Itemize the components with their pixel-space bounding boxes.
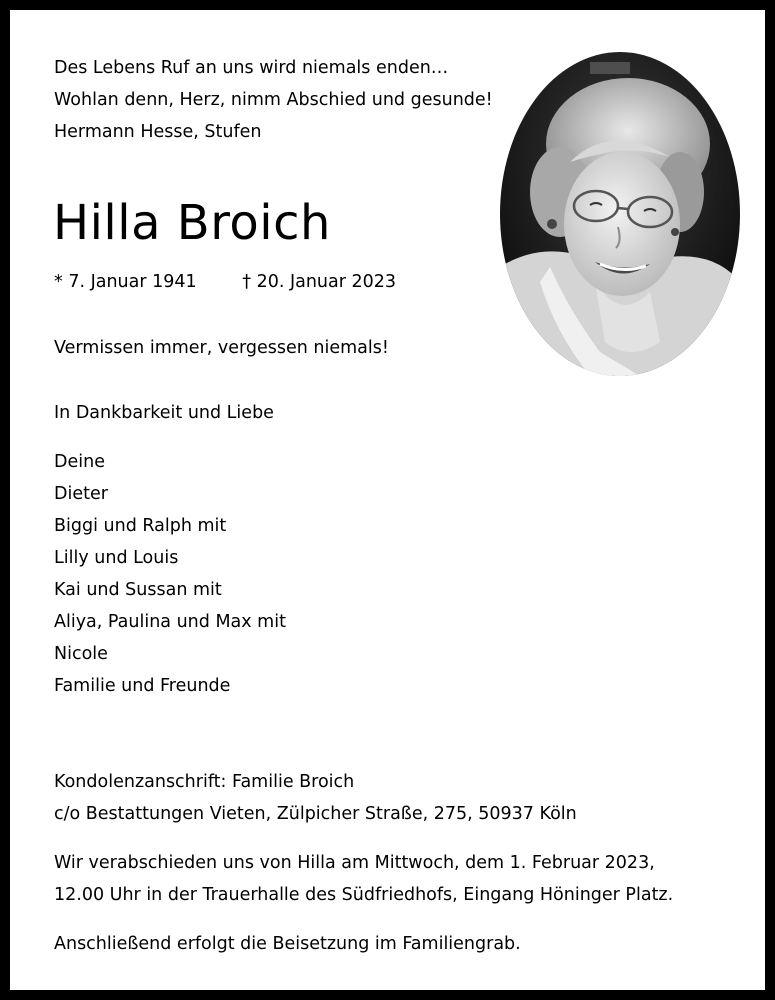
life-dates bbox=[54, 266, 396, 298]
mourner-item: Familie und Freunde bbox=[54, 676, 231, 696]
mourner-item: Aliya, Paulina und Max mit bbox=[54, 612, 286, 632]
condolence-address-line-2: c/o Bestattungen Vieten, Zülpicher Straße, 275, 50937 Köln bbox=[54, 804, 577, 824]
mourner-item: Kai und Sussan mit bbox=[54, 580, 222, 600]
ceremony-line-2: 12.00 Uhr in der Trauerhalle des Südfriedhofs, Eingang Höninger Platz. bbox=[54, 885, 674, 905]
mourner-item: Nicole bbox=[54, 644, 108, 664]
deceased-name: Hilla Broich bbox=[53, 195, 331, 251]
quote-line-2: Wohlan denn, Herz, nimm Abschied und gesunde! bbox=[54, 90, 493, 110]
quote-attribution: Hermann Hesse, Stufen bbox=[54, 122, 262, 142]
gratitude-text: In Dankbarkeit und Liebe bbox=[54, 403, 274, 423]
mourner-item: Biggi und Ralph mit bbox=[54, 516, 227, 536]
sentiment-text: Vermissen immer, vergessen niemals! bbox=[54, 338, 389, 358]
mourner-item: Lilly und Louis bbox=[54, 548, 179, 568]
ceremony-line-1: Wir verabschieden uns von Hilla am Mittwoch, dem 1. Februar 2023, bbox=[54, 853, 655, 873]
mourner-item: Deine bbox=[54, 452, 105, 472]
burial-text: Anschließend erfolgt die Beisetzung im Familiengrab. bbox=[54, 934, 521, 954]
birth-date: * 7. Januar 1941 bbox=[54, 272, 197, 292]
condolence-address-line-1: Kondolenzanschrift: Familie Broich bbox=[54, 772, 355, 792]
portrait-photo bbox=[500, 52, 740, 376]
mourner-item: Dieter bbox=[54, 484, 108, 504]
quote-line-1: Des Lebens Ruf an uns wird niemals enden… bbox=[54, 58, 449, 78]
death-date: † 20. Januar 2023 bbox=[242, 272, 397, 292]
mourners-list bbox=[54, 446, 286, 702]
